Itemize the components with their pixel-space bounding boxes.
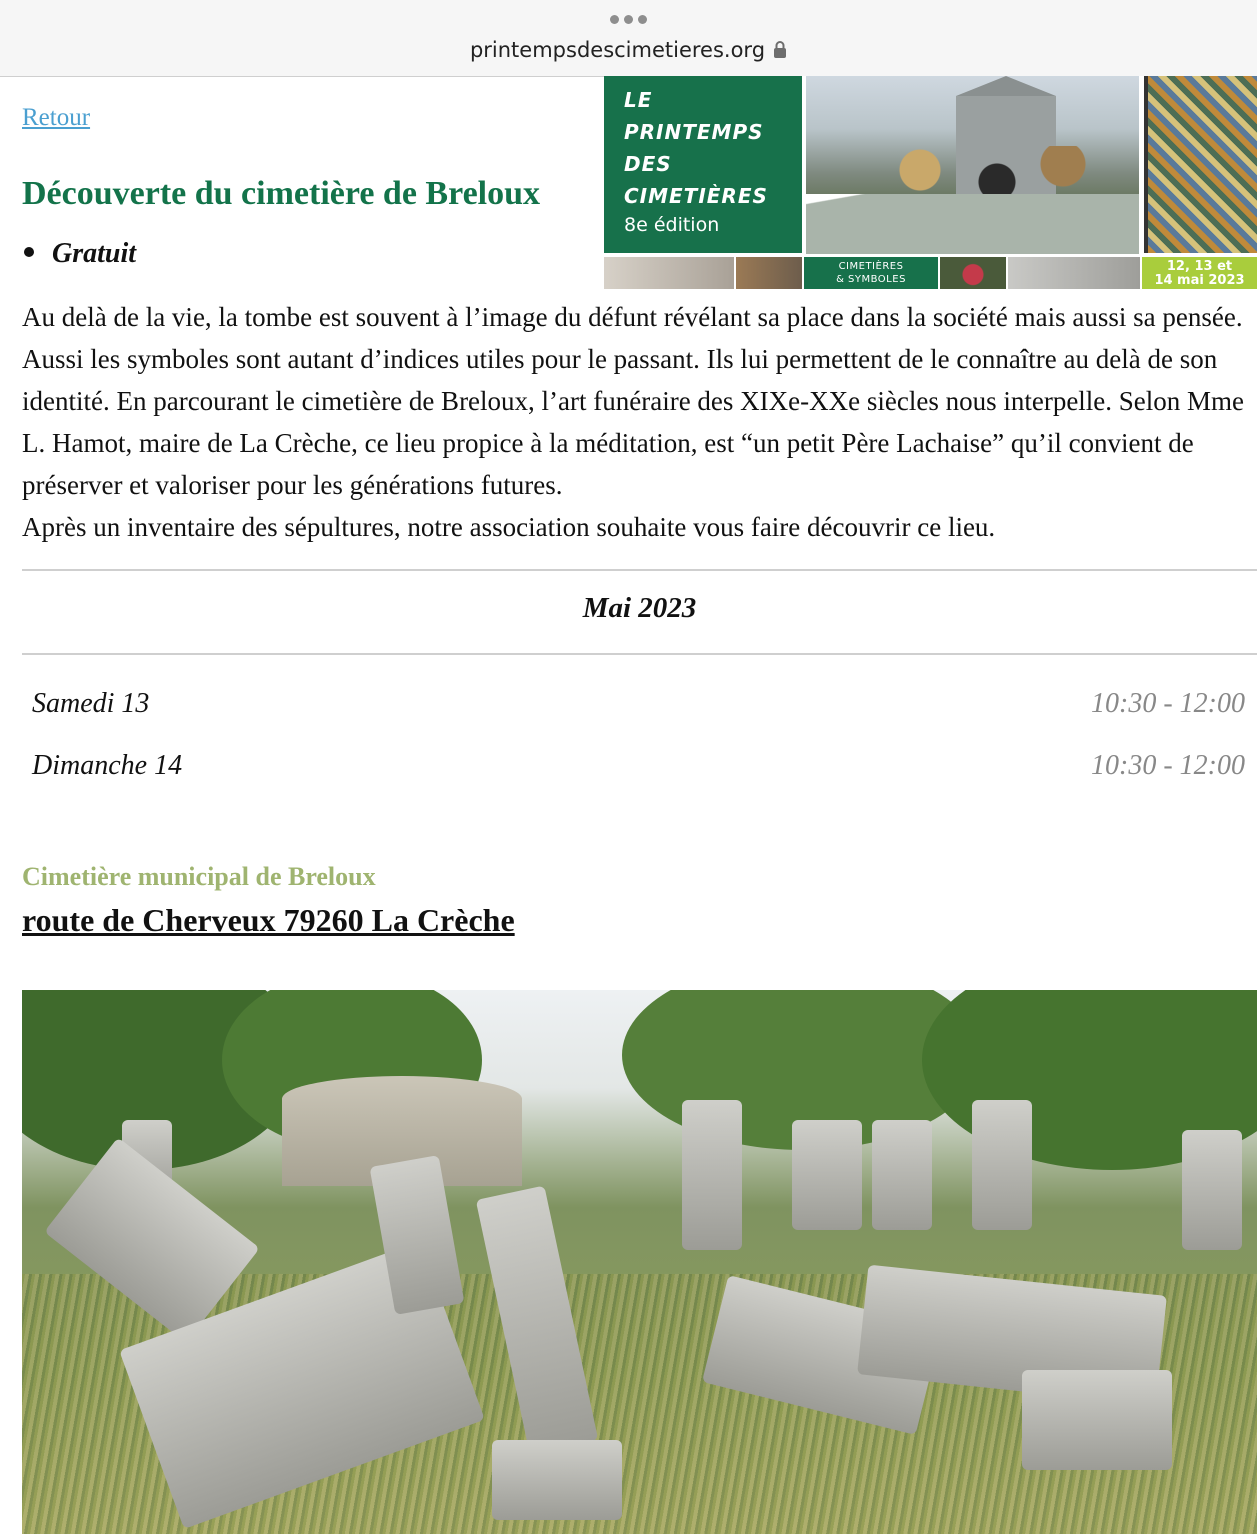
lock-icon (773, 39, 787, 63)
browser-top-bar (0, 0, 1257, 77)
banner-title-line: DES (624, 152, 672, 176)
banner-dates-line: 12, 13 et (1166, 259, 1233, 274)
banner-visitors-photo (806, 76, 1139, 253)
urn-photo (736, 257, 802, 289)
flowers-photo (940, 257, 1006, 289)
angel-photo (604, 257, 734, 289)
event-description (22, 296, 1254, 548)
gravestone-shape (682, 1100, 742, 1250)
schedule-day: Dimanche 14 (32, 750, 183, 781)
schedule-row (32, 750, 1245, 786)
banner-strip (604, 257, 1257, 289)
banner-edition: 8e édition (624, 214, 720, 236)
more-dots-icon[interactable] (0, 15, 1257, 24)
gravestone-shape (972, 1100, 1032, 1230)
banner-title-line: PRINTEMPS (624, 120, 764, 144)
gravestone-shape (1182, 1130, 1242, 1250)
event-banner (604, 76, 1257, 289)
banner-title-line: CIMETIÈRES (624, 184, 768, 208)
banner-theme-line: CIMETIÈRES (838, 261, 904, 272)
address-link[interactable]: route de Cherveux 79260 La Crèche (22, 902, 515, 938)
tomb-base-shape (1022, 1370, 1172, 1470)
page-title: Découverte du cimetière de Breloux (22, 175, 541, 212)
divider (22, 569, 1257, 571)
banner-theme-line: & SYMBOLES (836, 274, 906, 285)
handshake-photo (1008, 257, 1140, 289)
back-link[interactable]: Retour (22, 104, 91, 131)
schedule-time: 10:30 - 12:00 (1091, 688, 1245, 719)
banner-dates (1142, 257, 1257, 289)
banner-title-line: LE (624, 88, 653, 112)
banner-stained-glass-photo (1144, 76, 1257, 253)
divider (22, 653, 1257, 655)
schedule-month: Mai 2023 (582, 592, 697, 624)
gravestone-shape (792, 1120, 862, 1230)
graves-shape (806, 194, 1139, 254)
banner-theme (804, 257, 938, 289)
tomb-base-shape (492, 1440, 622, 1520)
banner-title-panel (604, 76, 802, 253)
gravestone-shape (872, 1120, 932, 1230)
schedule-row (32, 688, 1245, 724)
description-paragraph-2: Après un inventaire des sépultures, notre association souhaite vous faire découvrir ce lieu. (22, 512, 996, 542)
schedule-time: 10:30 - 12:00 (1091, 750, 1245, 781)
banner-title (624, 84, 768, 212)
banner-dates-line: 14 mai 2023 (1154, 273, 1245, 288)
description-paragraph: Au delà de la vie, la tombe est souvent à l’image du défunt révélant sa place dans la société mais aussi sa pensée. Aussi les symboles sont autant d’indices utiles pour le passant. Ils lui permettent de le connaître au delà de son identité. En parcourant le cimetière de Breloux, l’art funéraire des XIXe-XXe siècles nous interpelle. Selon Mme L. Hamot, maire de La Crèche, ce lieu propice à la méditation, est “un petit Père Lachaise” qu’il convient de préserver et valoriser pour les générations futures. (22, 302, 1245, 500)
schedule-day: Samedi 13 (32, 688, 150, 719)
url-text: printempsdescimetieres.org (469, 38, 766, 62)
location-name: Cimetière municipal de Breloux (22, 862, 376, 891)
price-label: Gratuit (52, 238, 137, 269)
bullet-icon (24, 247, 34, 257)
cemetery-photo (22, 990, 1257, 1534)
address-bar[interactable] (0, 38, 1257, 63)
price-item (22, 238, 136, 270)
